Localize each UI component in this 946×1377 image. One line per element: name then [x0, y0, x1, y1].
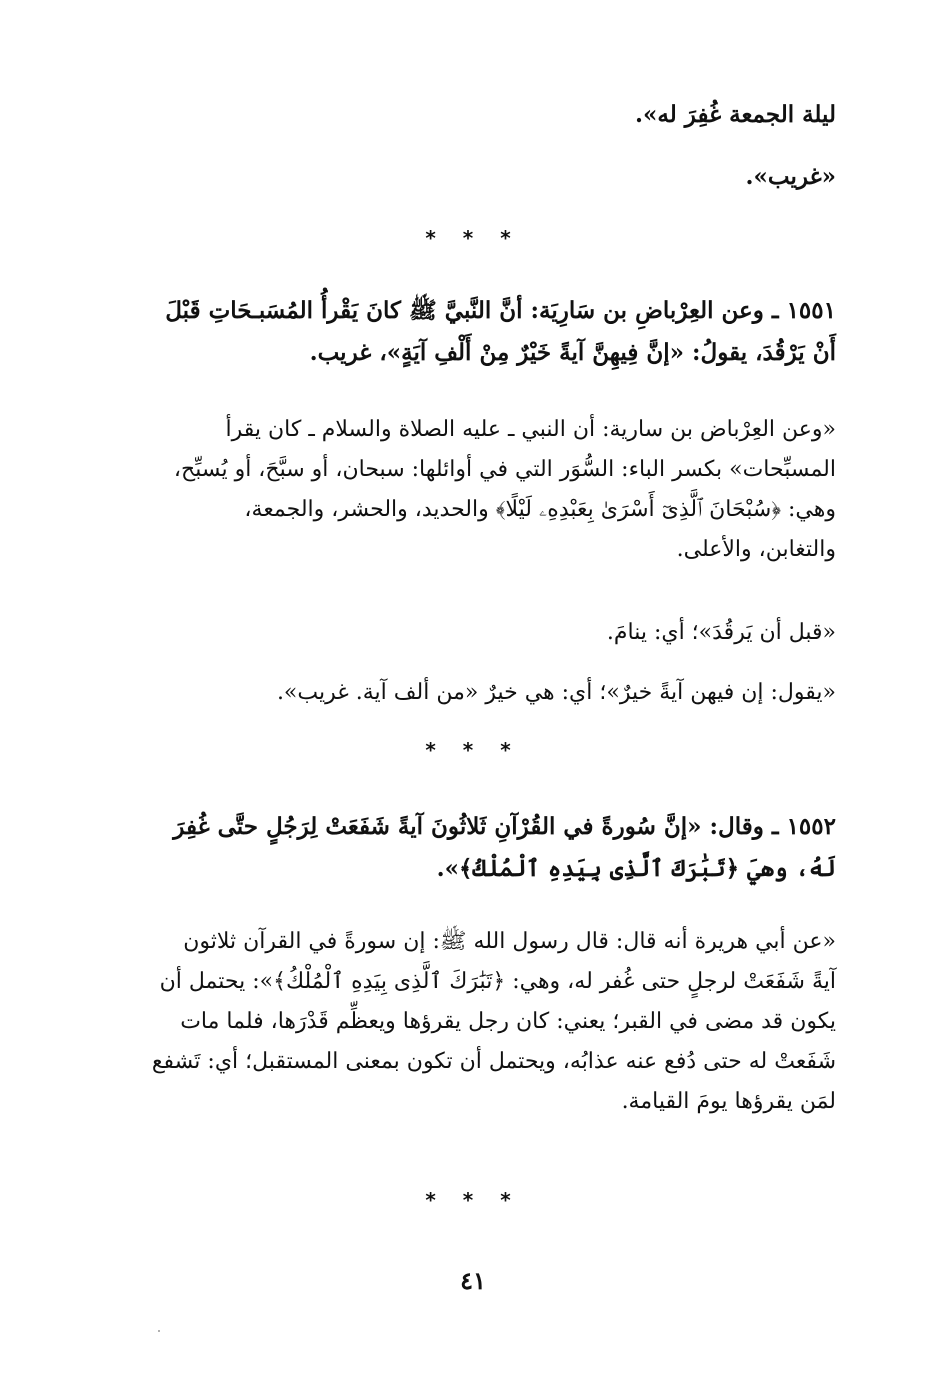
- commentary-1552: [118, 922, 836, 1122]
- hadith-line: لَهُ، وهيَ ﴿تَبَٰرَكَ ٱلَّذِى بِيَدِهِ ٱلْمُلْكُ﴾».: [436, 855, 836, 882]
- intro-line-1: [118, 94, 836, 136]
- scan-speck: [158, 1330, 160, 1332]
- commentary-line: آيةً شَفَعَتْ لرجلٍ حتى غُفر له، وهي: ﴿تَبَٰرَكَ ٱلَّذِى بِيَدِهِ ٱلْمُلْكُ﴾»: يحتمل أن: [159, 969, 836, 994]
- hadith-line: ١٥٥٢ ـ وقال: «إنَّ سُورةً في القُرْآنِ ثَلاثُونَ آيةً شَفَعَتْ لِرَجُلٍ حتَّى غُفِرَ: [173, 813, 836, 840]
- commentary-line: «وعن العِرْباض بن سارية: أن النبي ـ عليه الصلاة والسلام ـ كان يقرأ: [225, 417, 836, 442]
- commentary-line: «عن أبي هريرة أنه قال: قال رسول الله ﷺ: إن سورةً في القرآن ثلاثون: [183, 929, 836, 954]
- commentary-line: وهي: ﴿سُبْحَانَ ٱلَّذِىٓ أَسْرَىٰ بِعَبْدِهِۦ لَيْلًا﴾ والحديد، والحشر، والجمعة،: [244, 497, 836, 522]
- commentary-1551: [118, 410, 836, 570]
- commentary-line: لمَن يقرؤها يومَ القيامة.: [621, 1089, 836, 1114]
- commentary-line: المسبِّحات» بكسر الباء: السُّوَر التي في أوائلها: سبحان، أو سبَّحَ، أو يُسبِّح،: [173, 457, 836, 482]
- gloss-line: «قبل أن يَرقُدَ»؛ أي: ينامَ.: [606, 620, 836, 645]
- intro-text-2: «غريب».: [745, 163, 836, 190]
- gloss-line: «يقول: إن فيهن آيةً خيرٌ»؛ أي: هي خيرٌ «من ألف آية. غريب».: [276, 680, 836, 705]
- page-number: ٤١: [460, 1266, 486, 1295]
- commentary-line: يكون قد مضى في القبر؛ يعني: كان رجل يقرؤها ويعظِّم قَدْرَها، فلما مات: [180, 1009, 836, 1034]
- section-separator: * * *: [425, 738, 521, 762]
- commentary-line: شَفَعتْ له حتى دُفع عنه عذابُه، ويحتمل أن تكون بمعنى المستقبل؛ أي: تَشفع: [151, 1049, 836, 1074]
- gloss-1551-b: [196, 673, 836, 713]
- commentary-line: والتغابن، والأعلى.: [676, 537, 836, 562]
- gloss-1551-a: [196, 613, 836, 653]
- hadith-line: أَنْ يَرْقُدَ، يقولُ: «إنَّ فِيهِنَّ آيةً خَيْرٌ مِنْ أَلْفِ آيَةٍ»، غريب.: [309, 339, 836, 366]
- hadith-1552: [118, 806, 836, 890]
- section-separator: * * *: [425, 226, 521, 250]
- intro-text-1: ليلة الجمعة غُفِرَ له».: [635, 101, 836, 128]
- hadith-line: ١٥٥١ ـ وعن العِرْباضِ بن سَارِيَة: أنَّ النَّبيَّ ﷺ كانَ يَقْرأُ المُسَبـحَاتِ قَبْلَ: [165, 297, 836, 324]
- section-separator: * * *: [425, 1188, 521, 1212]
- hadith-1551: [118, 290, 836, 374]
- intro-line-2: [118, 156, 836, 198]
